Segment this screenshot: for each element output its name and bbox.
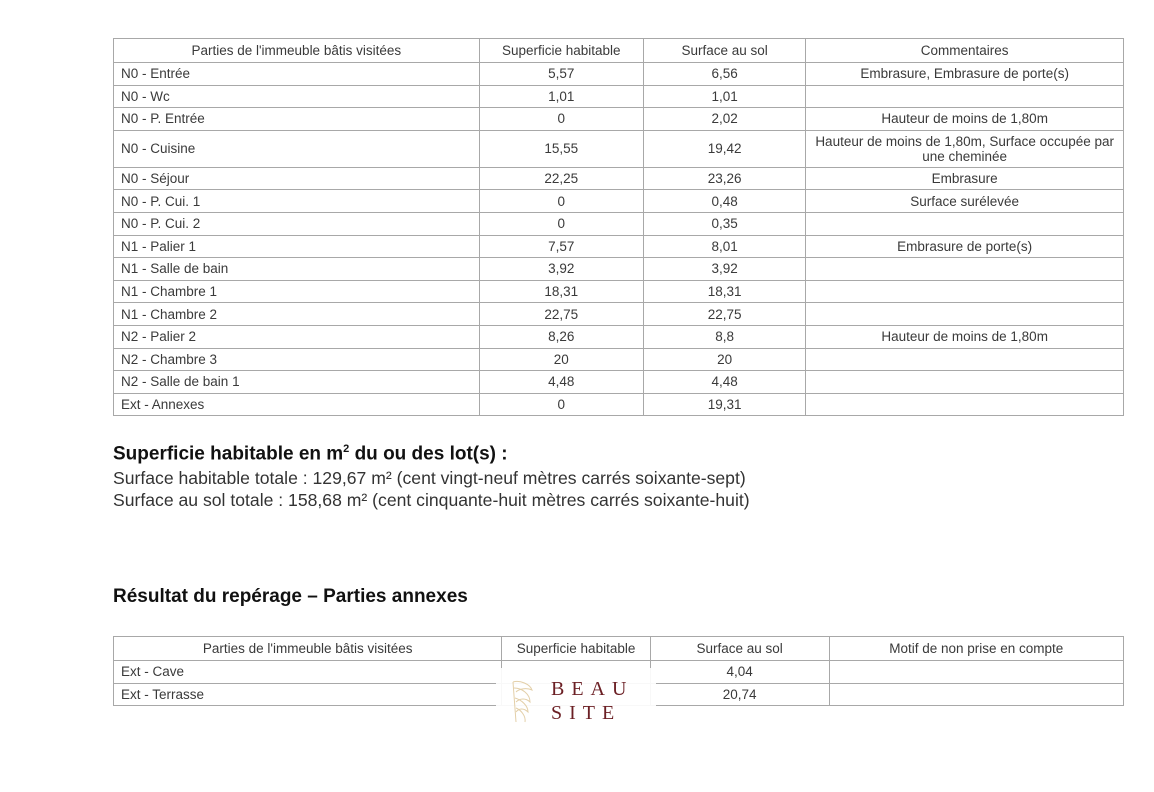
summary-title-rest: du ou des lot(s) : [349,443,508,465]
cell-habitable: 0 [479,393,643,416]
cell-sol: 6,56 [643,63,805,86]
cell-sol: 8,8 [643,325,805,348]
cell-comment [806,212,1124,235]
table-row [114,348,1124,371]
cell-comment [806,280,1124,303]
table-header-row [114,39,1124,63]
table-row [114,280,1124,303]
cell-part: N2 - Chambre 3 [114,348,480,371]
cell-sol: 4,48 [643,371,805,394]
cell-comment: Hauteur de moins de 1,80m [806,325,1124,348]
cell-part: N0 - P. Entrée [114,108,480,131]
cell-sol: 0,48 [643,190,805,213]
cell-part: N1 - Chambre 2 [114,303,480,326]
cell-sol: 2,02 [643,108,805,131]
cell-part: N2 - Salle de bain 1 [114,371,480,394]
logo-line-1: BEAU [551,678,634,700]
header-sol: Surface au sol [643,39,805,63]
table-row [114,108,1124,131]
cell-comment: Embrasure, Embrasure de porte(s) [806,63,1124,86]
table-row [114,130,1124,167]
cell-habitable: 15,55 [479,130,643,167]
cell-part: N0 - Cuisine [114,130,480,167]
cell-sol: 20,74 [650,683,829,706]
cell-part: N0 - Séjour [114,167,480,190]
cell-comment [806,348,1124,371]
table-row [114,212,1124,235]
cell-sol: 18,31 [643,280,805,303]
cell-sol: 22,75 [643,303,805,326]
cell-comment [806,85,1124,108]
cell-comment [806,371,1124,394]
cell-habitable: 7,57 [479,235,643,258]
cell-part: Ext - Cave [114,661,502,684]
header-habitable: Superficie habitable [479,39,643,63]
annex-header-row [114,637,1124,661]
table-row [114,371,1124,394]
cell-comment: Embrasure [806,167,1124,190]
cell-part: N0 - Entrée [114,63,480,86]
cell-part: N2 - Palier 2 [114,325,480,348]
cell-habitable: 22,25 [479,167,643,190]
cell-habitable: 18,31 [479,280,643,303]
cell-sol: 4,04 [650,661,829,684]
cell-part: N0 - P. Cui. 1 [114,190,480,213]
cell-motif [829,683,1123,706]
header-comments: Commentaires [806,39,1124,63]
table-row [114,85,1124,108]
cell-habitable: 0 [479,190,643,213]
cell-habitable: 4,48 [479,371,643,394]
table-row [114,303,1124,326]
cell-part: N1 - Chambre 1 [114,280,480,303]
cell-comment: Surface surélevée [806,190,1124,213]
cell-sol: 19,42 [643,130,805,167]
cell-part: N0 - Wc [114,85,480,108]
logo-wordmark [551,677,633,725]
cell-part: N1 - Salle de bain [114,258,480,281]
main-surface-table [113,38,1124,416]
summary-title-text: Superficie habitable en m [113,443,344,465]
cell-habitable: 1,01 [479,85,643,108]
table-row [114,235,1124,258]
cell-sol: 20 [643,348,805,371]
cell-comment: Embrasure de porte(s) [806,235,1124,258]
logo-line-2: SITE [551,702,622,724]
total-habitable-line: Surface habitable totale : 129,67 m² (cent vingt-neuf mètres carrés soixante-sept) [113,468,746,489]
beau-site-watermark-logo [496,668,656,732]
table-row [114,325,1124,348]
cell-part: Ext - Terrasse [114,683,502,706]
annex-header-sol: Surface au sol [650,637,829,661]
annex-header-parts: Parties de l'immeuble bâtis visitées [114,637,502,661]
cell-habitable: 20 [479,348,643,371]
main-table-body [114,63,1124,416]
cell-sol: 23,26 [643,167,805,190]
cell-part: N0 - P. Cui. 2 [114,212,480,235]
cell-part: N1 - Palier 1 [114,235,480,258]
total-sol-line: Surface au sol totale : 158,68 m² (cent cinquante-huit mètres carrés soixante-huit) [113,490,750,511]
header-parts: Parties de l'immeuble bâtis visitées [114,39,480,63]
cell-habitable: 8,26 [479,325,643,348]
cell-comment [806,393,1124,416]
cell-sol: 3,92 [643,258,805,281]
cell-comment [806,258,1124,281]
cell-comment: Hauteur de moins de 1,80m [806,108,1124,131]
cell-motif [829,661,1123,684]
table-row [114,258,1124,281]
summary-section [113,443,750,511]
cell-sol: 0,35 [643,212,805,235]
table-row [114,393,1124,416]
cell-habitable: 5,57 [479,63,643,86]
cell-comment [806,303,1124,326]
cell-habitable: 0 [479,108,643,131]
table-row [114,63,1124,86]
annex-section-title: Résultat du repérage – Parties annexes [113,586,468,607]
table-row [114,190,1124,213]
table-row [114,167,1124,190]
cell-habitable: 0 [479,212,643,235]
cell-comment: Hauteur de moins de 1,80m, Surface occupée par une cheminée [806,130,1124,167]
cell-part: Ext - Annexes [114,393,480,416]
cell-habitable: 3,92 [479,258,643,281]
cell-sol: 1,01 [643,85,805,108]
summary-title-superscript: 2 [343,443,350,455]
cell-habitable: 22,75 [479,303,643,326]
logo-ornament-icon [510,678,536,726]
cell-sol: 19,31 [643,393,805,416]
annex-header-habitable: Superficie habitable [502,637,650,661]
annex-header-motif: Motif de non prise en compte [829,637,1123,661]
summary-title [113,443,750,465]
cell-sol: 8,01 [643,235,805,258]
